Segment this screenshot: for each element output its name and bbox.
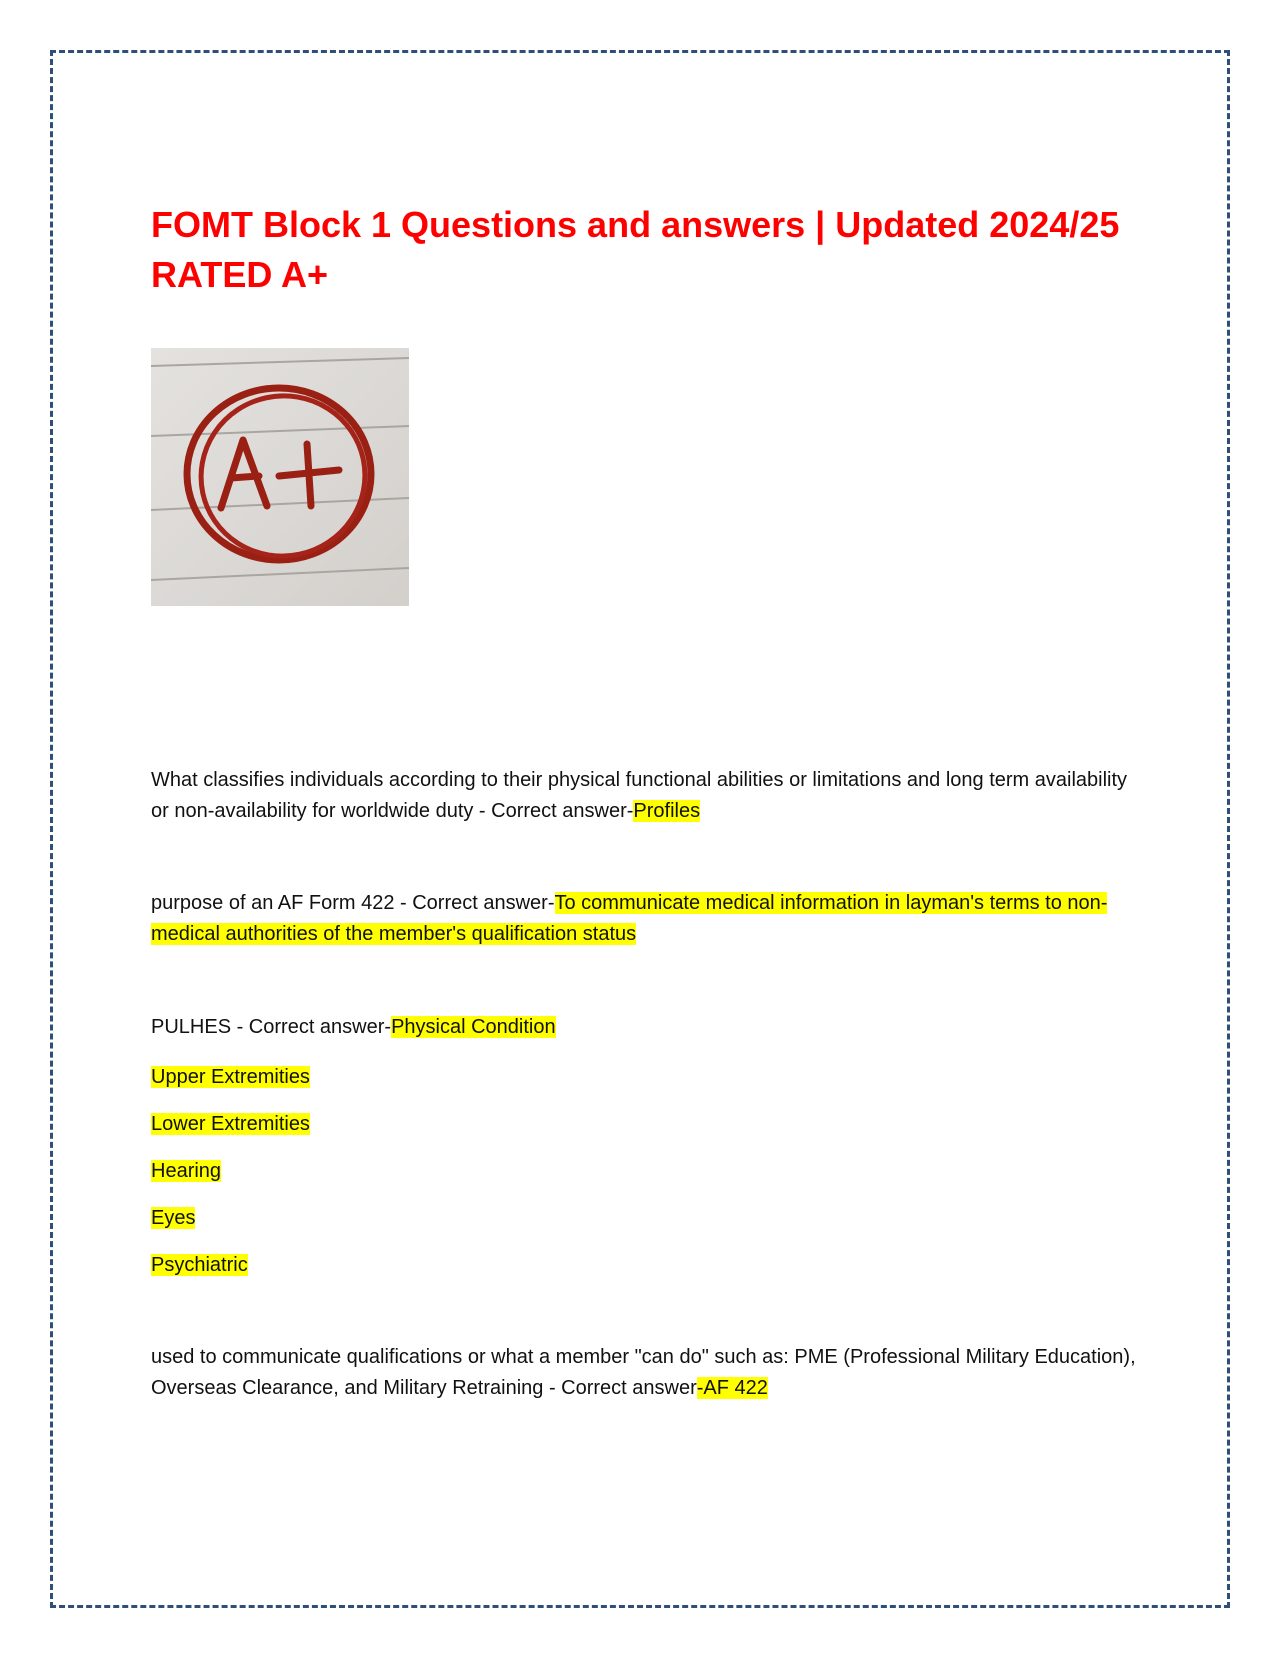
list-item [151, 1110, 310, 1138]
list-item-psychiatric: Psychiatric [151, 1254, 248, 1276]
list-item-upper-extremities: Upper Extremities [151, 1066, 310, 1088]
grade-a-plus-image [151, 348, 409, 606]
list-item [151, 1063, 310, 1091]
qa-answer-4: -AF 422 [696, 1376, 768, 1399]
qa-answer-1: Profiles [633, 799, 701, 822]
list-item [151, 1204, 195, 1232]
title-block [151, 200, 1131, 300]
qa-item-4 [151, 1342, 1141, 1403]
qa-question-2: purpose of an AF Form 422 - Correct answer- [151, 892, 555, 914]
qa-item-1 [151, 765, 1141, 826]
qa-answer-2: To communicate medical information in layman's terms to non-medical authorities of the member's qualification status [151, 892, 1108, 945]
list-item-lower-extremities: Lower Extremities [151, 1113, 310, 1135]
grade-a-plus-icon [151, 348, 409, 606]
document-title: FOMT Block 1 Questions and answers | Updated 2024/25 RATED A+ [151, 204, 1120, 295]
qa-question-1: What classifies individuals according to their physical functional abilities or limitations and long term availability or non-availability for worldwide duty - Correct answer- [151, 769, 1128, 822]
qa-item-2 [151, 888, 1141, 949]
list-item [151, 1251, 248, 1279]
qa-answer-3: Physical Condition [391, 1016, 556, 1038]
qa-question-3: PULHES - Correct answer- [151, 1016, 392, 1038]
list-item-eyes: Eyes [151, 1207, 196, 1229]
list-item-hearing: Hearing [151, 1160, 222, 1182]
list-item [151, 1157, 221, 1185]
qa-item-3 [151, 1012, 1141, 1043]
qa-question-4: used to communicate qualifications or what a member "can do" such as: PME (Professional Military Education), Overseas Clearance, and Military Retraining - Correct answer [151, 1346, 1136, 1399]
